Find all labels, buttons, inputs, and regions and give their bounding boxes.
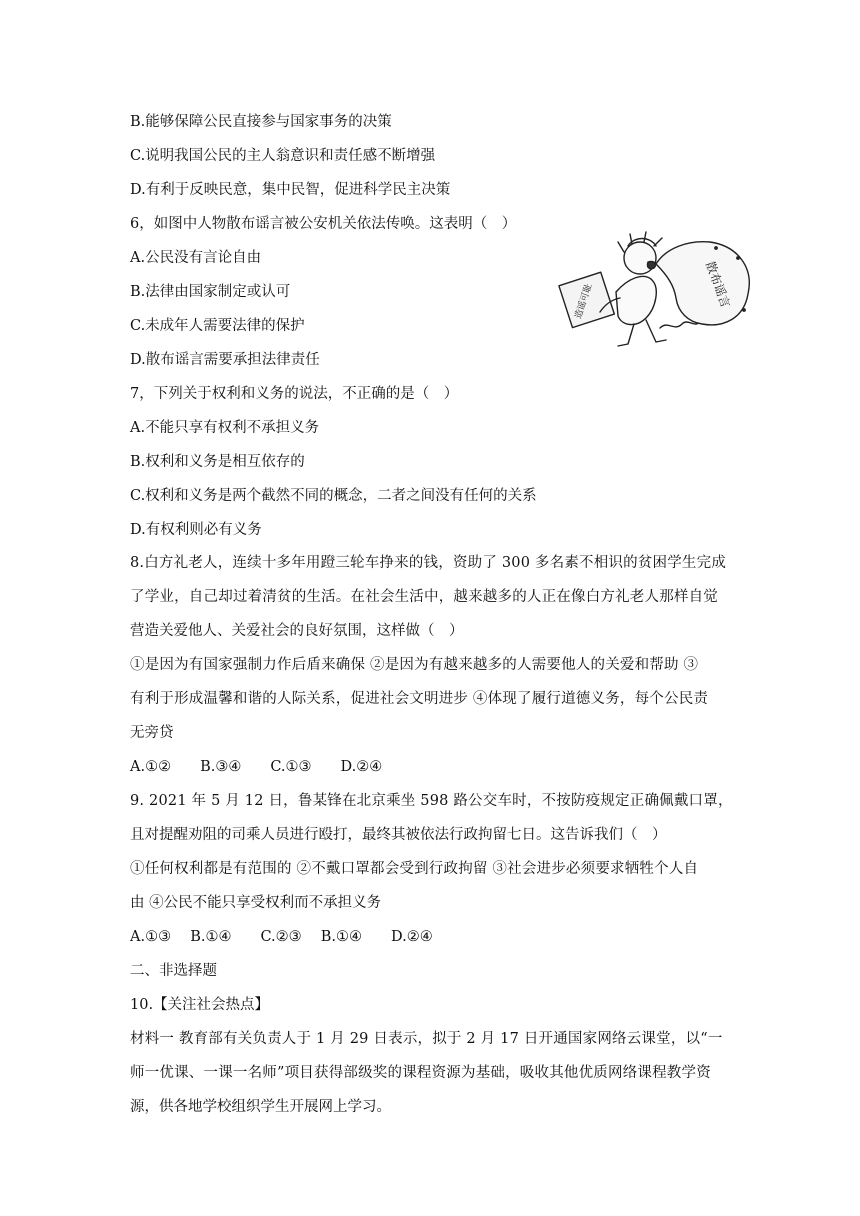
sign-text: 造谣可耻 (573, 282, 595, 321)
q9-statements-line-1: ①任何权利都是有范围的 ②不戴口罩都会受到行政拘留 ③社会进步必须要求牺牲个人自 (130, 861, 699, 877)
q8-statements-line-3: 无旁贷 (130, 725, 174, 741)
q8-stem-line-2: 了学业，自己却过着清贫的生活。在社会生活中，越来越多的人正在像白方礼老人那样自觉 (130, 589, 718, 605)
q8-answer-options: A.①② B.③④ C.①③ D.②④ (130, 759, 383, 775)
q7-option-d: D.有权利则必有义务 (130, 522, 262, 538)
q10-material-line-3: 源，供各地学校组织学生开展网上学习。 (130, 1099, 391, 1115)
q9-answer-options: A.①③ B.①④ C.②③ B.①④ D.②④ (130, 929, 433, 945)
q6-option-d: D.散布谣言需要承担法律责任 (130, 352, 320, 368)
q7-option-b: B.权利和义务是相互依存的 (130, 454, 305, 470)
q10-material-line-1: 材料一 教育部有关负责人于 1 月 29 日表示，拟于 2 月 17 日开通国家网络云课堂，以“一 (130, 1031, 723, 1047)
q6-option-c: C.未成年人需要法律的保护 (130, 318, 305, 334)
bubble-text: 散布谣言 (702, 259, 733, 310)
q5-option-d: D.有利于反映民意，集中民智，促进科学民主决策 (130, 182, 451, 198)
q10-title: 10.【关注社会热点】 (130, 997, 270, 1013)
q7-option-a: A.不能只享有权利不承担义务 (130, 420, 320, 436)
q9-statements-line-2: 由 ④公民不能只享受权利而不承担义务 (130, 895, 382, 911)
q10-material-line-2: 师一优课、一课一名师”项目获得部级奖的课程资源为基础，吸收其他优质网络课程教学资 (130, 1065, 711, 1081)
q6-option-b: B.法律由国家制定或认可 (130, 284, 291, 300)
q7-stem: 7，下列关于权利和义务的说法，不正确的是（ ） (130, 386, 459, 402)
q6-stem: 6，如图中人物散布谣言被公安机关依法传唤。这表明（ ） (130, 216, 517, 232)
q5-option-b: B.能够保障公民直接参与国家事务的决策 (130, 114, 392, 130)
q8-statements-line-2: 有利于形成温馨和谐的人际关系，促进社会文明进步 ④体现了履行道德义务，每个公民责 (130, 691, 709, 707)
q5-option-c: C.说明我国公民的主人翁意识和责任感不断增强 (130, 148, 436, 164)
rumor-cartoon-figure (548, 228, 770, 356)
q8-stem-line-3: 营造关爱他人、关爱社会的良好氛围，这样做（ ） (130, 623, 464, 639)
q8-statements-line-1: ①是因为有国家强制力作后盾来确保 ②是因为有越来越多的人需要他人的关爱和帮助 ③ (130, 657, 699, 673)
q8-stem-line-1: 8.白方礼老人，连续十多年用蹬三轮车挣来的钱，资助了 300 多名素不相识的贫困学生完成 (130, 555, 727, 571)
q9-stem-line-2: 且对提醒劝阻的司乘人员进行殴打，最终其被依法行政拘留七日。这告诉我们（ ） (130, 827, 667, 843)
q6-option-a: A.公民没有言论自由 (130, 250, 262, 266)
q7-option-c: C.权利和义务是两个截然不同的概念，二者之间没有任何的关系 (130, 488, 537, 504)
section-heading: 二、非选择题 (130, 963, 217, 979)
q9-stem-line-1: 9. 2021 年 5 月 12 日，鲁某锋在北京乘坐 598 路公交车时，不按防疫规定正确佩戴口罩， (130, 793, 733, 809)
